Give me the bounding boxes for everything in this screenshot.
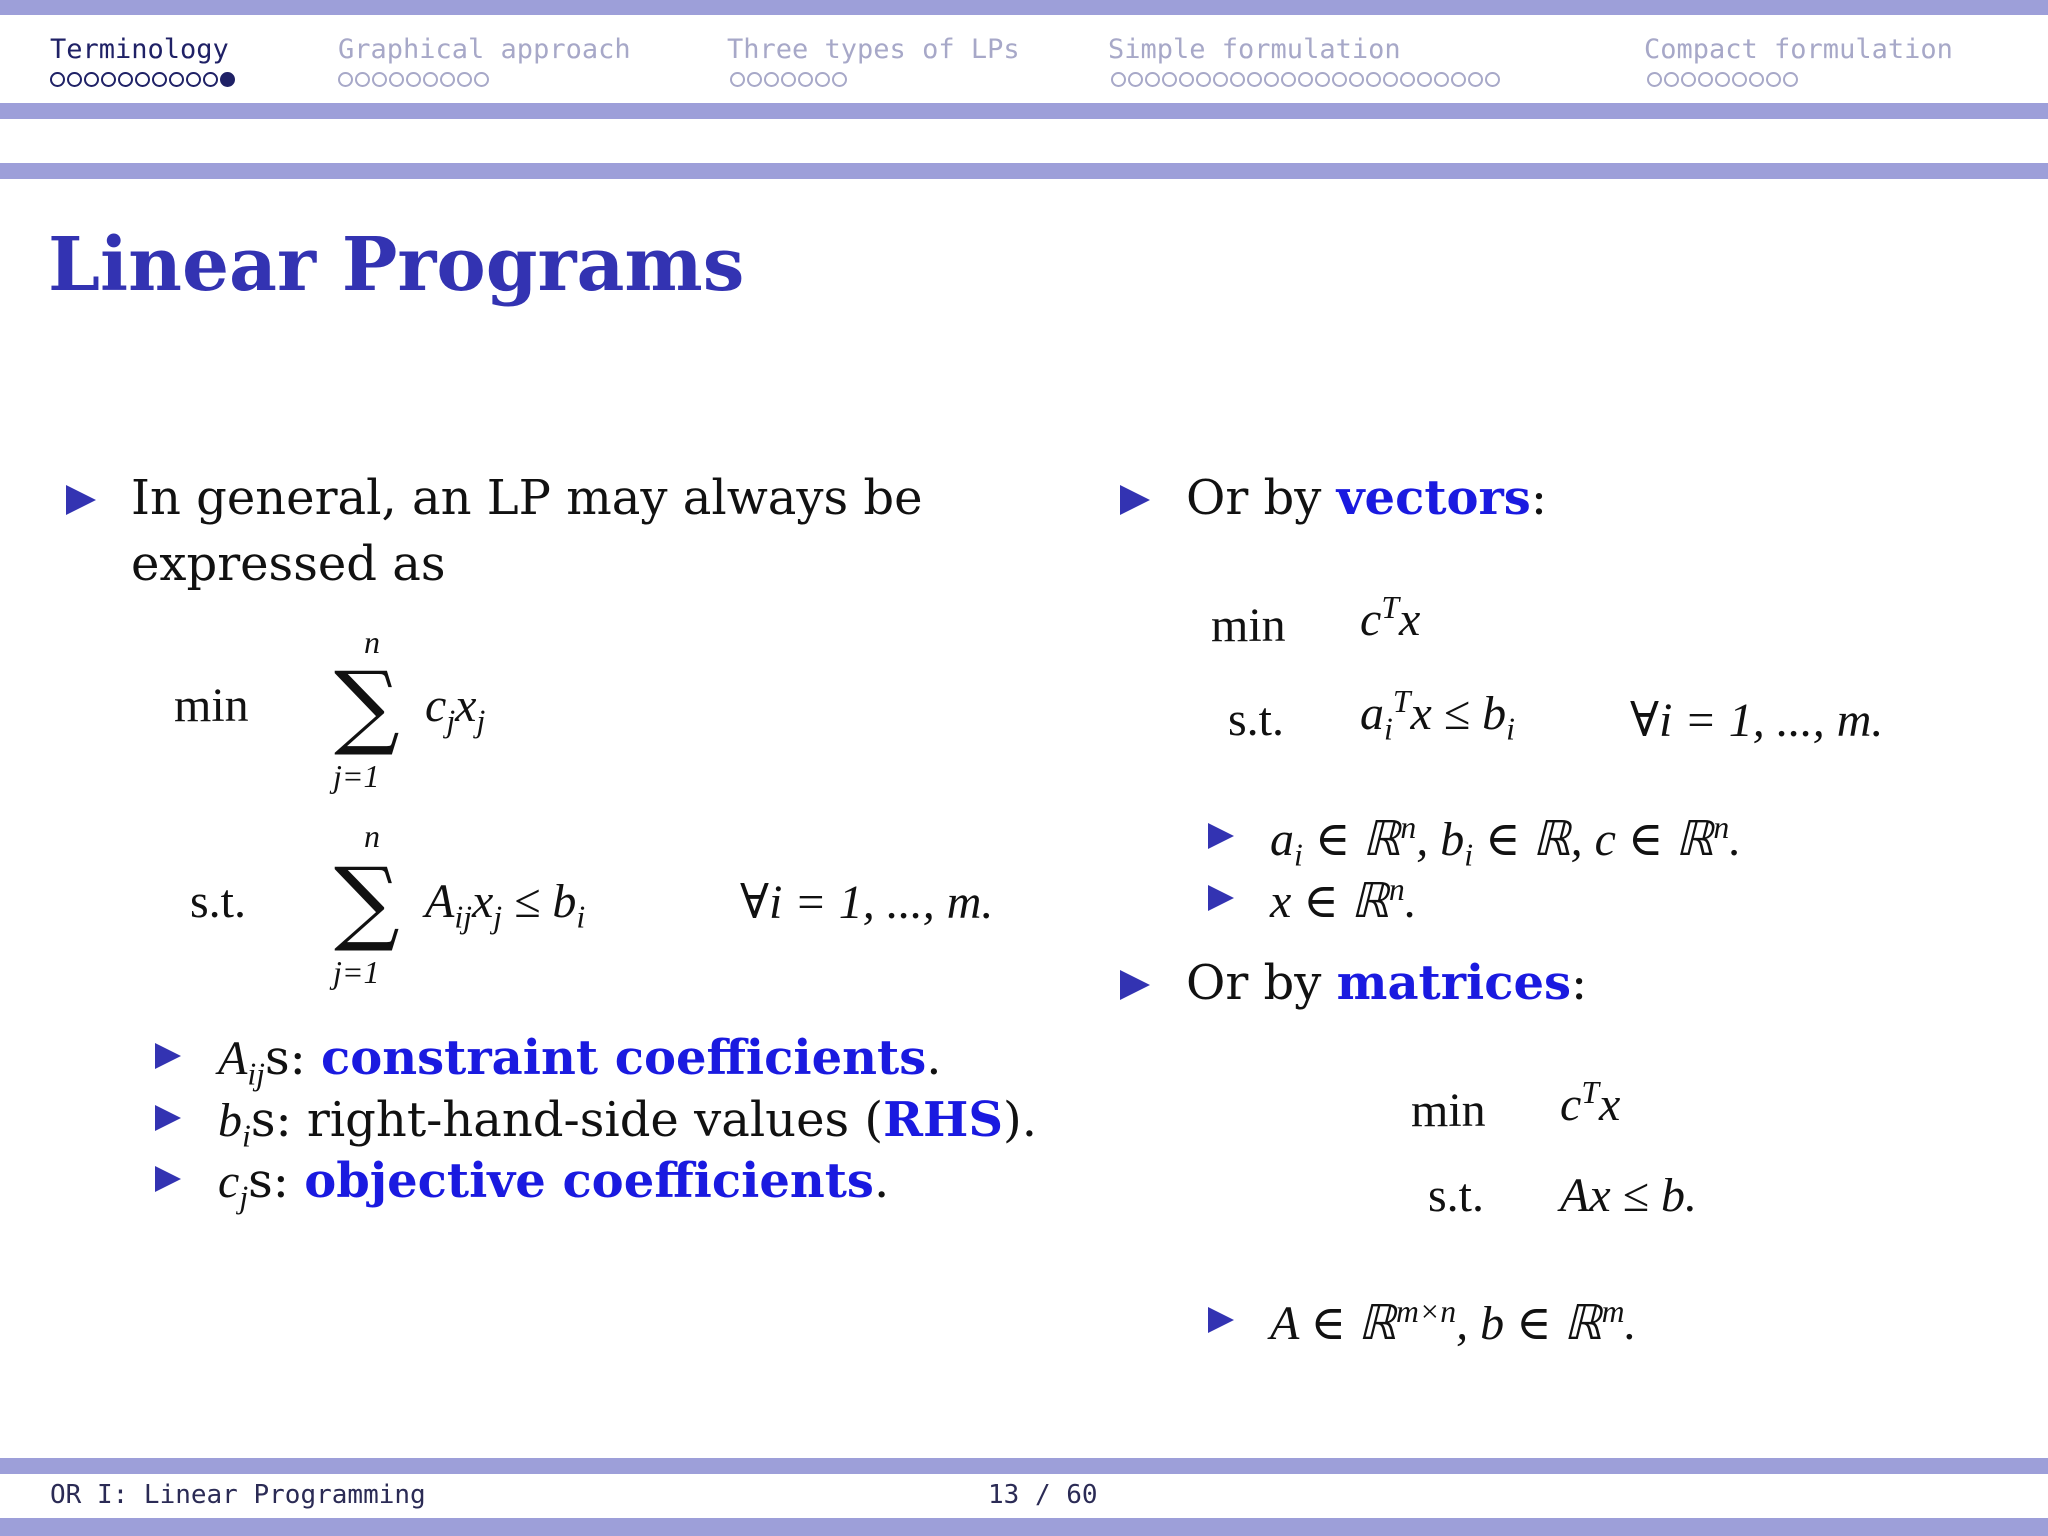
nav-slide-dot[interactable] xyxy=(406,72,421,87)
matrix-st-label: s.t. xyxy=(1428,1169,1485,1222)
constraint-forall: ∀i = 1, ..., m. xyxy=(740,876,994,929)
frametitle-bar xyxy=(0,163,2048,179)
sum-lower-limit: j=1 xyxy=(333,758,380,794)
objective-coefficients-keyword: objective coefficients xyxy=(304,1153,874,1209)
footer-top-bar xyxy=(0,1458,2048,1474)
nav-slide-dot[interactable] xyxy=(67,72,82,87)
nav-slide-dot[interactable] xyxy=(1485,72,1500,87)
nav-slide-dot[interactable] xyxy=(1247,72,1262,87)
nav-slide-dot[interactable] xyxy=(1766,72,1781,87)
nav-slide-dot[interactable] xyxy=(101,72,116,87)
nav-slide-dot[interactable] xyxy=(186,72,201,87)
nav-slide-dot[interactable] xyxy=(1698,72,1713,87)
item-objective-coefficients: $c_js$: objective coefficients. xyxy=(218,1153,890,1215)
matrix-objective: $c^Tx$ xyxy=(1560,1075,1621,1131)
nav-slide-dot[interactable] xyxy=(1383,72,1398,87)
bullet-marker xyxy=(155,1043,181,1069)
aij-symbol: $A_{ij}$ xyxy=(218,1032,265,1092)
footer-page-number: 13 / 60 xyxy=(988,1480,1098,1510)
nav-slide-dot[interactable] xyxy=(1196,72,1211,87)
cj-symbol: $c_j$ xyxy=(218,1155,249,1215)
nav-slide-dot[interactable] xyxy=(1715,72,1730,87)
nav-slide-dot[interactable] xyxy=(84,72,99,87)
nav-dots-terminology xyxy=(50,72,235,92)
bullet-marker xyxy=(1208,823,1234,849)
nav-dots-three-types xyxy=(730,72,847,92)
nav-slide-dot[interactable] xyxy=(423,72,438,87)
matrices-keyword: matrices xyxy=(1336,955,1572,1011)
nav-slide-dot[interactable] xyxy=(1451,72,1466,87)
bullet-marker xyxy=(1120,970,1150,1000)
nav-slide-dot[interactable] xyxy=(1366,72,1381,87)
matrix-min-label: min xyxy=(1411,1084,1486,1137)
nav-slide-dot[interactable] xyxy=(50,72,65,87)
item-rhs: $b_is$: right-hand-side values (RHS). xyxy=(218,1092,1037,1154)
nav-slide-dot[interactable] xyxy=(1434,72,1449,87)
nav-slide-dot[interactable] xyxy=(1783,72,1798,87)
nav-slide-dot[interactable] xyxy=(1732,72,1747,87)
nav-slide-dot[interactable] xyxy=(1417,72,1432,87)
nav-slide-dot[interactable] xyxy=(135,72,150,87)
vector-forall: ∀i = 1, ..., m. xyxy=(1630,694,1884,747)
nav-slide-dot[interactable] xyxy=(1681,72,1696,87)
nav-slide-dot[interactable] xyxy=(372,72,387,87)
nav-section-simple-formulation[interactable]: Simple formulation xyxy=(1108,34,1401,65)
sum-symbol: ∑ xyxy=(334,652,400,759)
nav-slide-dot[interactable] xyxy=(220,72,235,87)
nav-section-graphical-approach[interactable]: Graphical approach xyxy=(338,34,631,65)
nav-slide-dot[interactable] xyxy=(798,72,813,87)
vector-domain-1: $a_i$ ∈ ℝ$^n$, $b_i$ ∈ ℝ, c ∈ ℝ$^n$. xyxy=(1270,810,1742,873)
nav-slide-dot[interactable] xyxy=(440,72,455,87)
nav-dots-graphical-approach xyxy=(338,72,489,92)
nav-slide-dot[interactable] xyxy=(1230,72,1245,87)
nav-slide-dot[interactable] xyxy=(832,72,847,87)
matrix-domain: A ∈ ℝ$^{m\times n}$, b ∈ ℝ$^m$. xyxy=(1270,1294,1637,1350)
nav-slide-dot[interactable] xyxy=(1213,72,1228,87)
sum-upper-limit: n xyxy=(364,624,380,660)
constraint-coefficients-keyword: constraint coefficients xyxy=(321,1030,927,1086)
intro-line-1: In general, an LP may always be xyxy=(131,470,923,526)
nav-slide-dot[interactable] xyxy=(1349,72,1364,87)
nav-slide-dot[interactable] xyxy=(1111,72,1126,87)
nav-slide-dot[interactable] xyxy=(203,72,218,87)
nav-slide-dot[interactable] xyxy=(815,72,830,87)
nav-slide-dot[interactable] xyxy=(1162,72,1177,87)
bullet-marker xyxy=(155,1166,181,1192)
vectors-line: Or by vectors: xyxy=(1186,470,1547,526)
constraint-st-label: s.t. xyxy=(190,875,247,928)
bullet-marker xyxy=(1120,485,1150,515)
nav-slide-dot[interactable] xyxy=(764,72,779,87)
nav-slide-dot[interactable] xyxy=(1647,72,1662,87)
nav-slide-dot[interactable] xyxy=(118,72,133,87)
matrix-constraint: Ax ≤ b. xyxy=(1560,1169,1697,1222)
bi-symbol: $b_i$ xyxy=(218,1094,251,1154)
nav-slide-dot[interactable] xyxy=(1749,72,1764,87)
nav-slide-dot[interactable] xyxy=(1264,72,1279,87)
sum-symbol-2: ∑ xyxy=(334,848,400,955)
nav-slide-dot[interactable] xyxy=(1179,72,1194,87)
header-top-bar xyxy=(0,0,2048,15)
intro-line-2: expressed as xyxy=(131,536,446,592)
nav-slide-dot[interactable] xyxy=(457,72,472,87)
nav-slide-dot[interactable] xyxy=(1468,72,1483,87)
nav-section-compact-formulation[interactable]: Compact formulation xyxy=(1644,34,1953,65)
bullet-marker xyxy=(1208,885,1234,911)
nav-slide-dot[interactable] xyxy=(747,72,762,87)
rhs-keyword: RHS xyxy=(883,1092,1004,1148)
nav-section-three-types[interactable]: Three types of LPs xyxy=(727,34,1020,65)
nav-slide-dot[interactable] xyxy=(338,72,353,87)
nav-slide-dot[interactable] xyxy=(389,72,404,87)
bullet-marker xyxy=(66,485,96,515)
header-bottom-bar xyxy=(0,103,2048,119)
bullet-marker xyxy=(155,1105,181,1131)
matrices-line: Or by matrices: xyxy=(1186,955,1588,1011)
vectors-keyword: vectors xyxy=(1336,470,1531,526)
nav-slide-dot[interactable] xyxy=(1281,72,1296,87)
nav-dots-compact-formulation xyxy=(1647,72,1798,92)
nav-slide-dot[interactable] xyxy=(1332,72,1347,87)
constraint-term: $A_{ij}x_j \le b_i$ xyxy=(425,875,586,935)
nav-slide-dot[interactable] xyxy=(152,72,167,87)
nav-slide-dot[interactable] xyxy=(1298,72,1313,87)
vector-domain-2: x ∈ ℝ$^n$. xyxy=(1270,872,1417,928)
objective-term: $c_jx_j$ xyxy=(425,679,486,739)
bullet-marker xyxy=(1208,1307,1234,1333)
nav-slide-dot[interactable] xyxy=(355,72,370,87)
nav-slide-dot[interactable] xyxy=(1128,72,1143,87)
vector-constraint: $a_i^Tx \le b_i$ xyxy=(1360,684,1515,747)
nav-slide-dot[interactable] xyxy=(474,72,489,87)
nav-section-terminology[interactable]: Terminology xyxy=(50,34,229,65)
footer-course-title: OR I: Linear Programming xyxy=(50,1480,426,1510)
nav-dots-simple-formulation xyxy=(1111,72,1500,92)
footer-bottom-bar xyxy=(0,1518,2048,1536)
nav-slide-dot[interactable] xyxy=(730,72,745,87)
nav-slide-dot[interactable] xyxy=(1664,72,1679,87)
nav-slide-dot[interactable] xyxy=(781,72,796,87)
vector-min-label: min xyxy=(1211,599,1286,652)
sum-upper-limit-2: n xyxy=(364,818,380,854)
item-constraint-coefficients: $A_{ij}s$: constraint coefficients. xyxy=(218,1030,942,1092)
nav-slide-dot[interactable] xyxy=(1315,72,1330,87)
vector-st-label: s.t. xyxy=(1228,693,1285,746)
nav-slide-dot[interactable] xyxy=(1145,72,1160,87)
nav-slide-dot[interactable] xyxy=(1400,72,1415,87)
vector-objective: $c^Tx$ xyxy=(1360,590,1421,646)
sum-lower-limit-2: j=1 xyxy=(333,954,380,990)
nav-slide-dot[interactable] xyxy=(169,72,184,87)
objective-min-label: min xyxy=(174,679,249,732)
slide-title: Linear Programs xyxy=(48,222,745,308)
